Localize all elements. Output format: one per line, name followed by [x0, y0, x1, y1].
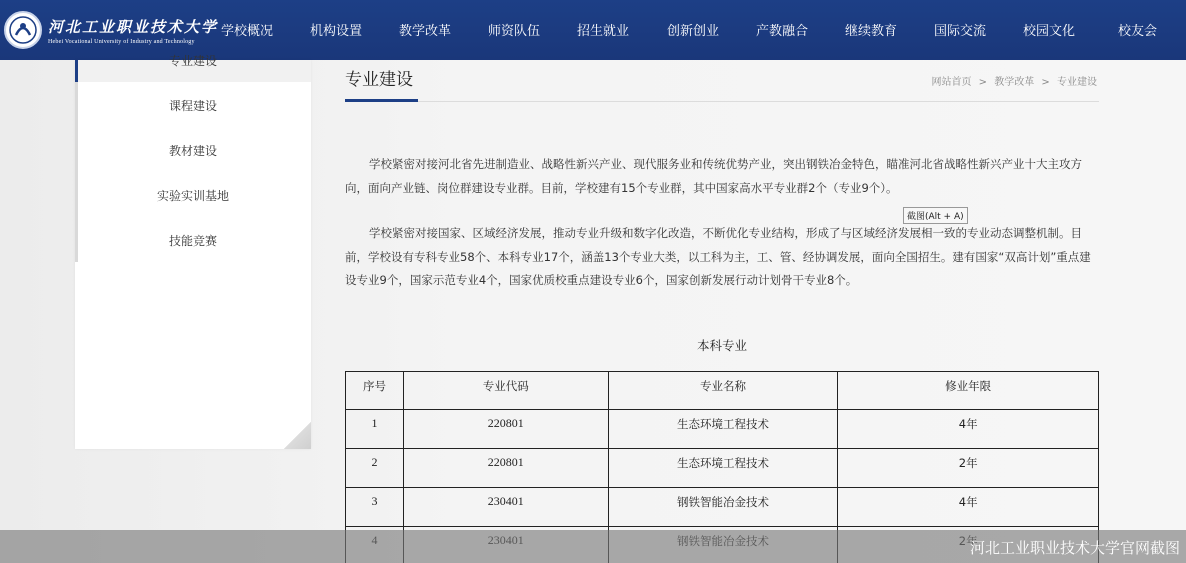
cell-major-code: 220801: [403, 449, 608, 488]
cell-index: 3: [346, 488, 404, 527]
sidebar-item-textbook-construction[interactable]: 教材建设: [168, 144, 217, 158]
page-title: 专业建设: [345, 70, 413, 90]
nav-item-innovation[interactable]: 创新创业: [667, 24, 720, 39]
main-nav: [200, 0, 1186, 60]
watermark-text: 河北工业职业技术大学官网截图: [969, 539, 1180, 557]
screenshot-tooltip: 截图(Alt + A): [903, 207, 968, 224]
header-major-code: 专业代码: [403, 372, 608, 410]
cell-duration: 4年: [838, 410, 1099, 449]
sidebar-item-major-construction[interactable]: 专业建设: [168, 54, 217, 68]
sidebar-item-skills-competition[interactable]: 技能竞赛: [168, 234, 217, 248]
nav-item-overview[interactable]: 学校概况: [221, 24, 274, 39]
header-major-name: 专业名称: [608, 372, 838, 410]
header-duration: 修业年限: [838, 372, 1099, 410]
site-logo[interactable]: [4, 6, 218, 54]
table-row: [346, 488, 1099, 527]
header-index: 序号: [346, 372, 404, 410]
cell-duration: 2年: [838, 449, 1099, 488]
nav-item-continuing-edu[interactable]: 继续教育: [845, 24, 898, 39]
nav-item-alumni[interactable]: 校友会: [1118, 24, 1158, 39]
nav-item-organization[interactable]: 机构设置: [310, 24, 363, 39]
nav-item-international[interactable]: 国际交流: [934, 24, 987, 39]
site-header: [0, 0, 1186, 60]
logo-cn-name: 河北工业职业技术大学: [48, 17, 219, 36]
intro-paragraph-1: 学校紧密对接河北省先进制造业、战略性新兴产业、现代服务业和传统优势产业，突出钢铁冶金特色，瞄准河北省战略性新兴产业十大主攻方向，面向产业链、岗位群建设专业群。目前，学校建有15个专业群，其中国家高水平专业群2个（专业9个）。: [345, 157, 1082, 195]
cell-major-name: 生态环境工程技术: [608, 449, 838, 488]
logo-text: [48, 16, 218, 45]
breadcrumb-current[interactable]: 专业建设: [1057, 77, 1097, 88]
breadcrumb-separator: >: [978, 77, 988, 88]
cell-duration: 4年: [838, 488, 1099, 527]
breadcrumb: [929, 73, 1099, 88]
cell-index: 2: [346, 449, 404, 488]
table-caption: 本科专业: [696, 338, 747, 353]
nav-item-teaching-reform[interactable]: 教学改革: [399, 24, 452, 39]
intro-paragraph-2: 学校紧密对接国家、区域经济发展，推动专业升级和数字化改造，不断优化专业结构，形成了与区域经济发展相一致的专业动态调整机制。目前，学校设有专科专业58个、本科专业17个，涵盖13个专业大类，以工科为主，工、管、经协调发展，面向全国招生。建有国家“双高计划”重点建设专业9个，国家示范专业4个，国家优质校重点建设专业6个，国家创新发展行动计划骨干专业8个。: [345, 226, 1091, 287]
cell-index: 1: [346, 410, 404, 449]
breadcrumb-teaching-reform[interactable]: 教学改革: [994, 77, 1035, 88]
cell-major-name: 生态环境工程技术: [608, 410, 838, 449]
sidebar-item-course-construction[interactable]: 课程建设: [168, 99, 217, 113]
nav-item-campus-culture[interactable]: 校园文化: [1023, 24, 1076, 39]
title-underline: [345, 99, 418, 102]
sidebar-item-training-base[interactable]: 实验实训基地: [156, 189, 229, 203]
title-divider: [345, 101, 1099, 102]
breadcrumb-separator: >: [1041, 77, 1050, 88]
nav-item-industry[interactable]: 产教融合: [756, 24, 809, 39]
cell-major-name: 钢铁智能冶金技术: [608, 488, 838, 527]
cell-major-code: 220801: [403, 410, 608, 449]
logo-en-name: Hebei Vocational University of Industry and Technology: [48, 38, 195, 45]
breadcrumb-home[interactable]: 网站首页: [931, 77, 972, 88]
nav-item-faculty[interactable]: 师资队伍: [488, 24, 541, 39]
cell-major-code: 230401: [403, 488, 608, 527]
university-seal-icon: [4, 11, 42, 49]
table-row: [346, 449, 1099, 488]
nav-item-admission[interactable]: 招生就业: [577, 24, 630, 39]
table-header-row: [346, 372, 1099, 410]
page-curl-decoration: [284, 422, 311, 449]
table-row: [346, 410, 1099, 449]
sidebar: [75, 54, 311, 449]
